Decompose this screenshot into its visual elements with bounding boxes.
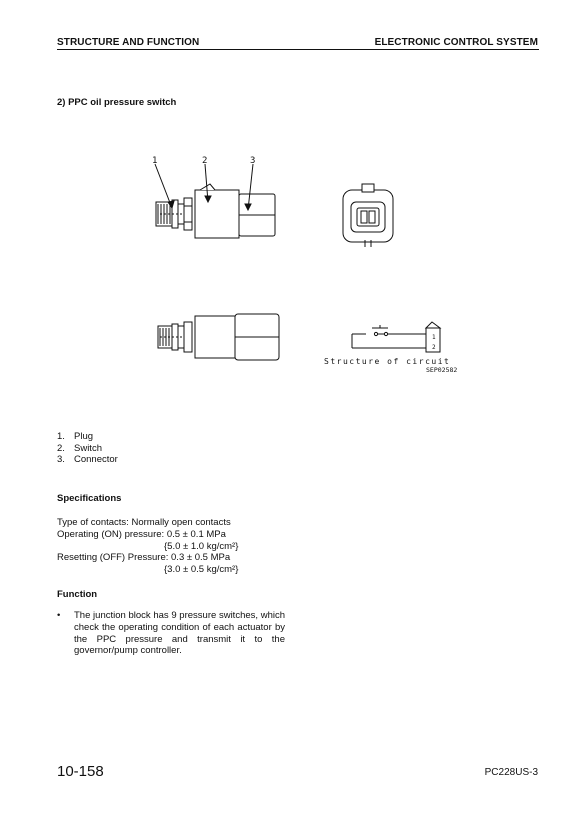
terminal-1: 1: [432, 334, 436, 341]
list-item-label: Switch: [74, 442, 102, 454]
switch-side-view: [158, 314, 279, 360]
spec-resetting-pressure: Resetting (OFF) Pressure: 0.3 ± 0.5 MPa: [57, 552, 231, 564]
figure-code: SEP02582: [426, 366, 458, 374]
spec-operating-pressure: Operating (ON) pressure: 0.5 ± 0.1 MPa: [57, 528, 226, 540]
specifications-block: [57, 517, 238, 576]
header-section-title: STRUCTURE AND FUNCTION: [57, 37, 200, 48]
list-item-number: 3.: [57, 454, 65, 465]
terminal-2: 2: [432, 344, 436, 351]
callout-3: 3: [250, 156, 256, 166]
circuit-schematic: [352, 322, 440, 352]
switch-body-top: [195, 190, 239, 238]
callout-2: 2: [202, 156, 208, 166]
spec-operating-pressure-kg: {5.0 ± 1.0 kg/cm²}: [164, 540, 239, 552]
spec-contacts: Type of contacts: Normally open contacts: [57, 517, 231, 528]
header-system-title: ELECTRONIC CONTROL SYSTEM: [374, 37, 538, 48]
spec-resetting-pressure-kg: {3.0 ± 0.5 kg/cm²}: [164, 564, 239, 576]
section-heading: 2) PPC oil pressure switch: [57, 97, 177, 108]
connector-end-view: [343, 184, 393, 247]
model-code: PC228US-3: [484, 767, 538, 778]
header-divider: [57, 49, 539, 50]
circuit-label: Structure of circuit: [324, 357, 451, 366]
function-bullet: [57, 610, 285, 657]
list-item-label: Plug: [74, 431, 94, 442]
list-item-number: 1.: [57, 431, 65, 442]
parts-list: [57, 431, 118, 466]
list-item-number: 2.: [57, 442, 65, 454]
list-item: [57, 431, 118, 443]
callout-1: 1: [152, 156, 158, 166]
list-item: [57, 443, 118, 455]
list-item-label: Connector: [74, 454, 118, 465]
pressure-switch-diagram: [140, 150, 480, 380]
bullet-mark: •: [57, 610, 61, 621]
specifications-heading: Specifications: [57, 493, 122, 504]
page-number: 10-158: [57, 763, 104, 780]
function-heading: Function: [57, 589, 98, 600]
function-text: The junction block has 9 pressure switches, which check the operating condition of each actuator by the PPC pressure and transmit it to the governor/pump controller.: [74, 610, 285, 657]
list-item: [57, 454, 118, 466]
